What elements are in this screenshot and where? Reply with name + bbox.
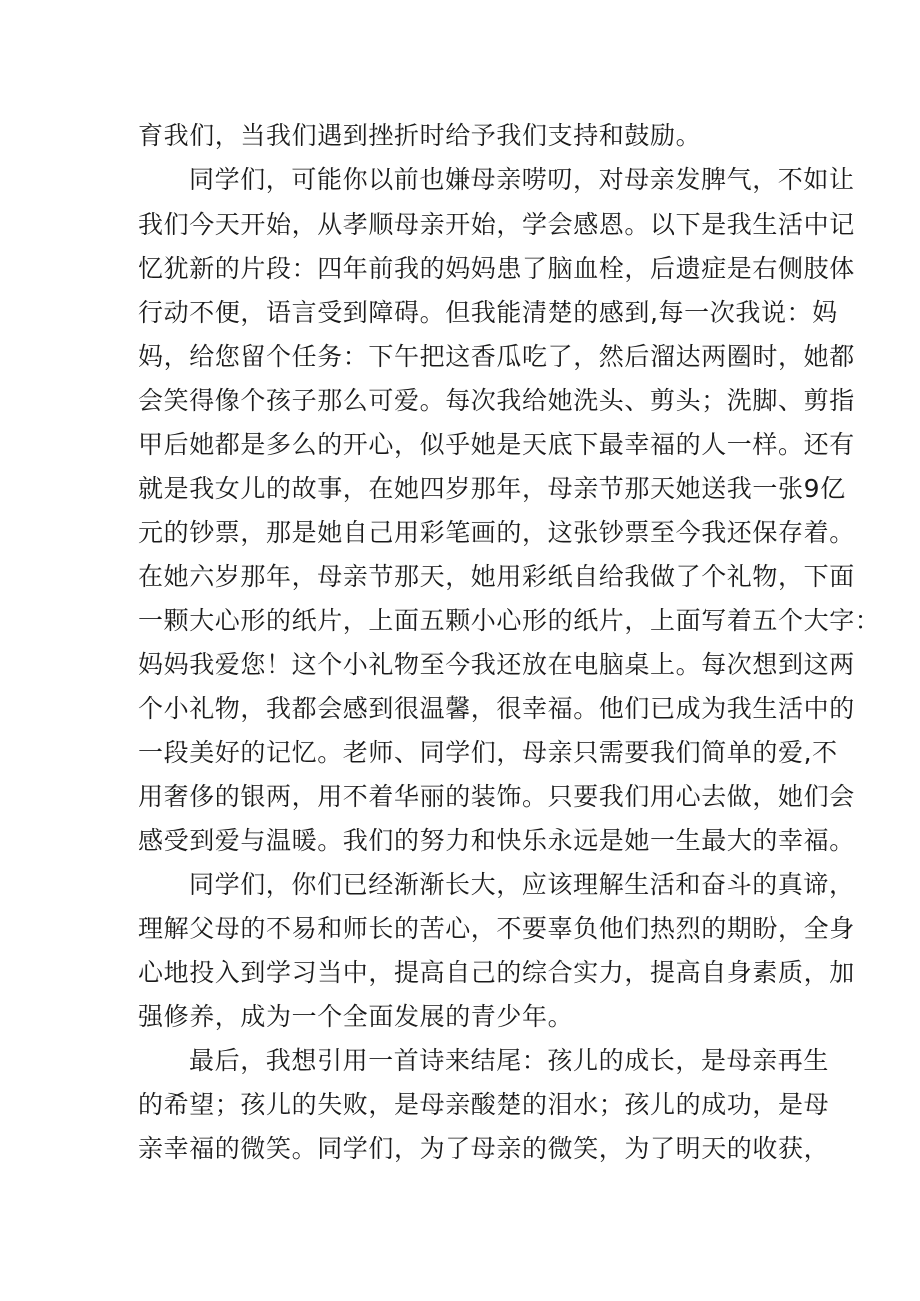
text-line: 甲后她都是多么的开心，似乎她是天底下最幸福的人一样。还有	[138, 430, 855, 459]
text-line: 育我们，当我们遇到挫折时给予我们支持和鼓励。	[138, 121, 702, 150]
text-line: 行动不便，语言受到障碍。但我能清楚的感到,每一次我说：妈	[138, 298, 838, 327]
paragraph-start-line: 最后，我想引用一首诗来结尾：孩儿的成长，是母亲再生	[189, 1046, 830, 1075]
text-line: 强修养，成为一个全面发展的青少年。	[138, 1002, 574, 1031]
text-line: 个小礼物，我都会感到很温馨，很幸福。他们已成为我生活中的	[138, 694, 855, 723]
paragraph-start-line: 同学们，你们已经渐渐长大，应该理解生活和奋斗的真谛，	[189, 870, 855, 899]
text-line: 的希望；孩儿的失败，是母亲酸楚的泪水；孩儿的成功，是母	[138, 1090, 830, 1119]
text-line: 我们今天开始，从孝顺母亲开始，学会感恩。以下是我生活中记	[138, 210, 855, 239]
text-line: 妈，给您留个任务：下午把这香瓜吃了，然后溜达两圈时，她都	[138, 342, 855, 371]
text-line: 亲幸福的微笑。同学们，为了母亲的微笑，为了明天的收获，	[138, 1134, 830, 1163]
text-line: 妈妈我爱您！这个小礼物至今我还放在电脑桌上。每次想到这两	[138, 650, 855, 679]
text-line: 理解父母的不易和师长的苦心，不要辜负他们热烈的期盼，全身	[138, 914, 855, 943]
text-line: 用奢侈的银两，用不着华丽的装饰。只要我们用心去做，她们会	[138, 782, 855, 811]
text-line: 心地投入到学习当中，提高自己的综合实力，提高自身素质，加	[138, 958, 855, 987]
text-line: 一段美好的记忆。老师、同学们，母亲只需要我们简单的爱,不	[138, 738, 838, 767]
text-line: 在她六岁那年，母亲节那天，她用彩纸自给我做了个礼物，下面	[138, 562, 855, 591]
text-line: 元的钞票，那是她自己用彩笔画的，这张钞票至今我还保存着。	[138, 518, 855, 547]
text-line: 会笑得像个孩子那么可爱。每次我给她洗头、剪头；洗脚、剪指	[138, 386, 855, 415]
text-line: 感受到爱与温暖。我们的努力和快乐永远是她一生最大的幸福。	[138, 826, 855, 855]
text-line: 就是我女儿的故事，在她四岁那年，母亲节那天她送我一张9亿	[138, 474, 846, 503]
text-line: 忆犹新的片段：四年前我的妈妈患了脑血栓，后遗症是右侧肢体	[138, 254, 855, 283]
text-line: 一颗大心形的纸片，上面五颗小心形的纸片，上面写着五个大字：	[138, 606, 881, 635]
paragraph-start-line: 同学们，可能你以前也嫌母亲唠叨，对母亲发脾气，不如让	[189, 165, 855, 194]
